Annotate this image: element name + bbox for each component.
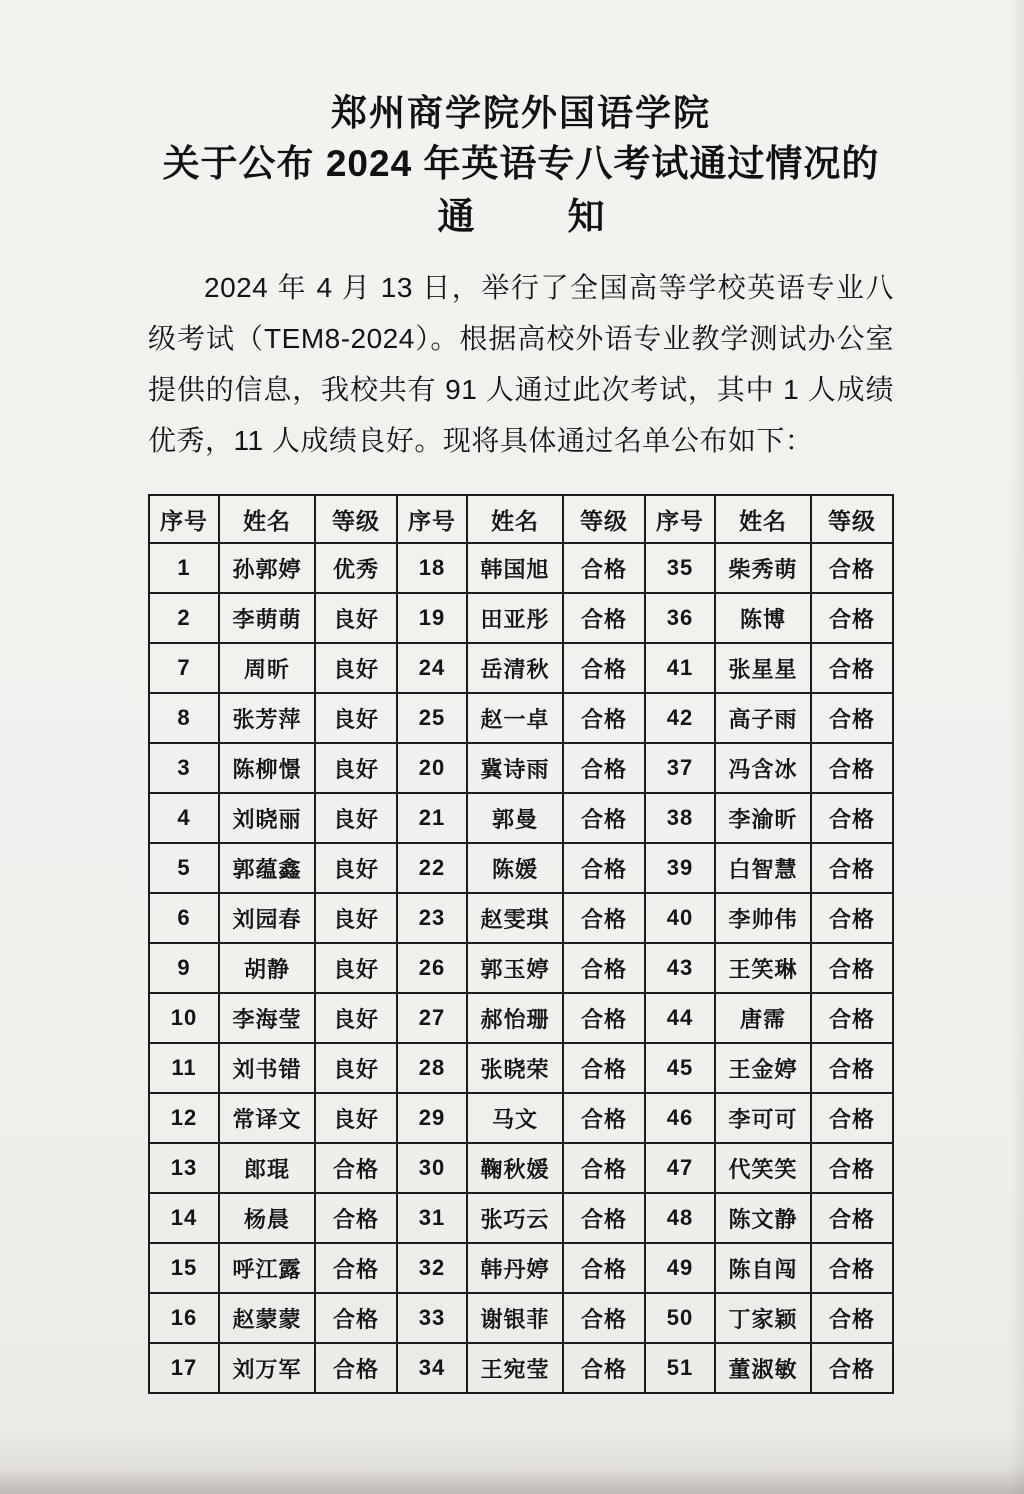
cell-index: 35 (645, 543, 715, 593)
table-row (149, 1343, 893, 1393)
cell-name: 陈博 (715, 593, 811, 643)
cell-index: 31 (397, 1193, 467, 1243)
cell-index: 33 (397, 1293, 467, 1343)
cell-name: 鞠秋媛 (467, 1143, 563, 1193)
cell-name: 郎琨 (219, 1143, 315, 1193)
cell-index: 47 (645, 1143, 715, 1193)
table-row (149, 1293, 893, 1343)
cell-grade: 良好 (315, 1043, 397, 1093)
cell-grade: 合格 (811, 543, 893, 593)
cell-grade: 合格 (811, 693, 893, 743)
cell-grade: 合格 (811, 993, 893, 1043)
cell-name: 董淑敏 (715, 1343, 811, 1393)
table-row (149, 1093, 893, 1143)
cell-index: 37 (645, 743, 715, 793)
cell-grade: 合格 (563, 1343, 645, 1393)
cell-grade: 合格 (811, 593, 893, 643)
cell-name: 王金婷 (715, 1043, 811, 1093)
cell-grade: 合格 (563, 1043, 645, 1093)
cell-name: 谢银菲 (467, 1293, 563, 1343)
cell-name: 刘晓丽 (219, 793, 315, 843)
cell-name: 李海莹 (219, 993, 315, 1043)
cell-index: 30 (397, 1143, 467, 1193)
header-cell-grade: 等级 (563, 495, 645, 543)
cell-grade: 合格 (811, 1193, 893, 1243)
cell-name: 冀诗雨 (467, 743, 563, 793)
cell-grade: 合格 (563, 843, 645, 893)
cell-grade: 合格 (811, 1243, 893, 1293)
table-row (149, 593, 893, 643)
cell-grade: 良好 (315, 643, 397, 693)
cell-grade: 良好 (315, 693, 397, 743)
cell-index: 25 (397, 693, 467, 743)
cell-grade: 合格 (811, 1343, 893, 1393)
cell-index: 18 (397, 543, 467, 593)
cell-grade: 良好 (315, 893, 397, 943)
notice-body-paragraph: 2024 年 4 月 13 日，举行了全国高等学校英语专业八级考试（TEM8-2024）。根据高校外语专业教学测试办公室提供的信息，我校共有 91 人通过此次考试，其中 1 人成绩优秀，11 人成绩良好。现将具体通过名单公布如下： (148, 272, 894, 456)
cell-grade: 合格 (563, 1143, 645, 1193)
cell-name: 代笑笑 (715, 1143, 811, 1193)
cell-name: 杨晨 (219, 1193, 315, 1243)
cell-grade: 合格 (563, 1243, 645, 1293)
cell-index: 29 (397, 1093, 467, 1143)
table-row (149, 1043, 893, 1093)
cell-grade: 合格 (563, 943, 645, 993)
cell-grade: 合格 (811, 843, 893, 893)
cell-grade: 合格 (563, 993, 645, 1043)
results-table-body (149, 543, 893, 1393)
cell-index: 38 (645, 793, 715, 843)
header-cell-name: 姓名 (219, 495, 315, 543)
cell-grade: 合格 (811, 943, 893, 993)
cell-name: 赵雯琪 (467, 893, 563, 943)
cell-index: 19 (397, 593, 467, 643)
cell-name: 陈自闯 (715, 1243, 811, 1293)
cell-name: 张星星 (715, 643, 811, 693)
results-table (148, 494, 894, 1394)
cell-index: 20 (397, 743, 467, 793)
cell-index: 11 (149, 1043, 219, 1093)
header-cell-grade: 等级 (811, 495, 893, 543)
header-cell-index: 序号 (397, 495, 467, 543)
cell-grade: 合格 (563, 1193, 645, 1243)
table-row (149, 693, 893, 743)
cell-grade: 良好 (315, 593, 397, 643)
cell-index: 9 (149, 943, 219, 993)
cell-name: 陈柳憬 (219, 743, 315, 793)
cell-index: 21 (397, 793, 467, 843)
cell-name: 刘园春 (219, 893, 315, 943)
cell-grade: 合格 (563, 543, 645, 593)
cell-index: 4 (149, 793, 219, 843)
cell-grade: 合格 (315, 1293, 397, 1343)
cell-grade: 合格 (563, 893, 645, 943)
header-cell-grade: 等级 (315, 495, 397, 543)
cell-index: 7 (149, 643, 219, 693)
cell-name: 高子雨 (715, 693, 811, 743)
cell-name: 张芳萍 (219, 693, 315, 743)
cell-grade: 良好 (315, 843, 397, 893)
cell-name: 郭曼 (467, 793, 563, 843)
cell-grade: 合格 (811, 1043, 893, 1093)
cell-name: 冯含冰 (715, 743, 811, 793)
cell-grade: 良好 (315, 1093, 397, 1143)
header-cell-name: 姓名 (467, 495, 563, 543)
cell-name: 陈媛 (467, 843, 563, 893)
cell-index: 45 (645, 1043, 715, 1093)
cell-name: 丁家颖 (715, 1293, 811, 1343)
cell-grade: 良好 (315, 993, 397, 1043)
cell-index: 27 (397, 993, 467, 1043)
cell-name: 周昕 (219, 643, 315, 693)
cell-name: 王宛莹 (467, 1343, 563, 1393)
cell-index: 22 (397, 843, 467, 893)
cell-name: 常译文 (219, 1093, 315, 1143)
cell-name: 孙郭婷 (219, 543, 315, 593)
cell-name: 白智慧 (715, 843, 811, 893)
cell-grade: 合格 (315, 1143, 397, 1193)
notice-title-type: 通 知 (437, 196, 633, 237)
cell-name: 李萌萌 (219, 593, 315, 643)
table-row (149, 943, 893, 993)
cell-index: 23 (397, 893, 467, 943)
table-row (149, 643, 893, 693)
cell-index: 2 (149, 593, 219, 643)
notice-title-org: 郑州商学院外国语学院 (330, 92, 711, 133)
table-row (149, 793, 893, 843)
cell-name: 李帅伟 (715, 893, 811, 943)
cell-index: 36 (645, 593, 715, 643)
cell-grade: 合格 (315, 1243, 397, 1293)
cell-grade: 良好 (315, 943, 397, 993)
cell-name: 刘万军 (219, 1343, 315, 1393)
cell-index: 42 (645, 693, 715, 743)
cell-name: 柴秀萌 (715, 543, 811, 593)
notice-title (148, 88, 894, 244)
cell-name: 陈文静 (715, 1193, 811, 1243)
cell-grade: 合格 (811, 1143, 893, 1193)
cell-index: 26 (397, 943, 467, 993)
cell-index: 46 (645, 1093, 715, 1143)
cell-index: 16 (149, 1293, 219, 1343)
table-row (149, 893, 893, 943)
cell-grade: 合格 (563, 793, 645, 843)
cell-index: 39 (645, 843, 715, 893)
cell-grade: 良好 (315, 743, 397, 793)
header-cell-index: 序号 (645, 495, 715, 543)
notice-title-subject: 关于公布 2024 年英语专八考试通过情况的 (162, 143, 880, 184)
cell-grade: 合格 (563, 1293, 645, 1343)
cell-name: 岳清秋 (467, 643, 563, 693)
cell-index: 50 (645, 1293, 715, 1343)
cell-index: 40 (645, 893, 715, 943)
table-row (149, 1243, 893, 1293)
table-row (149, 743, 893, 793)
cell-name: 赵一卓 (467, 693, 563, 743)
cell-name: 韩丹婷 (467, 1243, 563, 1293)
table-row (149, 1143, 893, 1193)
cell-index: 49 (645, 1243, 715, 1293)
cell-index: 17 (149, 1343, 219, 1393)
cell-index: 15 (149, 1243, 219, 1293)
cell-grade: 良好 (315, 793, 397, 843)
cell-name: 王笑琳 (715, 943, 811, 993)
table-row (149, 1193, 893, 1243)
table-row (149, 993, 893, 1043)
cell-index: 43 (645, 943, 715, 993)
cell-grade: 合格 (563, 693, 645, 743)
cell-index: 13 (149, 1143, 219, 1193)
cell-name: 唐霈 (715, 993, 811, 1043)
cell-index: 28 (397, 1043, 467, 1093)
cell-name: 李渝昕 (715, 793, 811, 843)
cell-grade: 合格 (563, 743, 645, 793)
cell-index: 5 (149, 843, 219, 893)
cell-grade: 合格 (563, 1093, 645, 1143)
cell-index: 14 (149, 1193, 219, 1243)
cell-grade: 合格 (563, 643, 645, 693)
cell-index: 12 (149, 1093, 219, 1143)
cell-index: 10 (149, 993, 219, 1043)
cell-index: 1 (149, 543, 219, 593)
cell-name: 张巧云 (467, 1193, 563, 1243)
cell-name: 韩国旭 (467, 543, 563, 593)
cell-index: 8 (149, 693, 219, 743)
cell-index: 24 (397, 643, 467, 693)
cell-name: 赵蒙蒙 (219, 1293, 315, 1343)
cell-grade: 合格 (811, 1093, 893, 1143)
header-cell-index: 序号 (149, 495, 219, 543)
cell-grade: 合格 (563, 593, 645, 643)
cell-name: 郭玉婷 (467, 943, 563, 993)
cell-name: 田亚彤 (467, 593, 563, 643)
table-row (149, 843, 893, 893)
cell-name: 刘书错 (219, 1043, 315, 1093)
cell-grade: 优秀 (315, 543, 397, 593)
cell-name: 张晓荣 (467, 1043, 563, 1093)
cell-index: 34 (397, 1343, 467, 1393)
cell-name: 马文 (467, 1093, 563, 1143)
cell-index: 48 (645, 1193, 715, 1243)
cell-grade: 合格 (811, 743, 893, 793)
cell-name: 郭蕴鑫 (219, 843, 315, 893)
cell-grade: 合格 (315, 1343, 397, 1393)
results-table-header-row (149, 495, 893, 543)
cell-grade: 合格 (811, 643, 893, 693)
header-cell-name: 姓名 (715, 495, 811, 543)
cell-grade: 合格 (811, 1293, 893, 1343)
cell-grade: 合格 (315, 1193, 397, 1243)
cell-name: 呼江露 (219, 1243, 315, 1293)
cell-index: 51 (645, 1343, 715, 1393)
cell-index: 44 (645, 993, 715, 1043)
table-row (149, 543, 893, 593)
cell-index: 3 (149, 743, 219, 793)
cell-index: 6 (149, 893, 219, 943)
cell-index: 32 (397, 1243, 467, 1293)
cell-name: 李可可 (715, 1093, 811, 1143)
cell-grade: 合格 (811, 893, 893, 943)
cell-index: 41 (645, 643, 715, 693)
cell-name: 胡静 (219, 943, 315, 993)
cell-grade: 合格 (811, 793, 893, 843)
cell-name: 郝怡珊 (467, 993, 563, 1043)
